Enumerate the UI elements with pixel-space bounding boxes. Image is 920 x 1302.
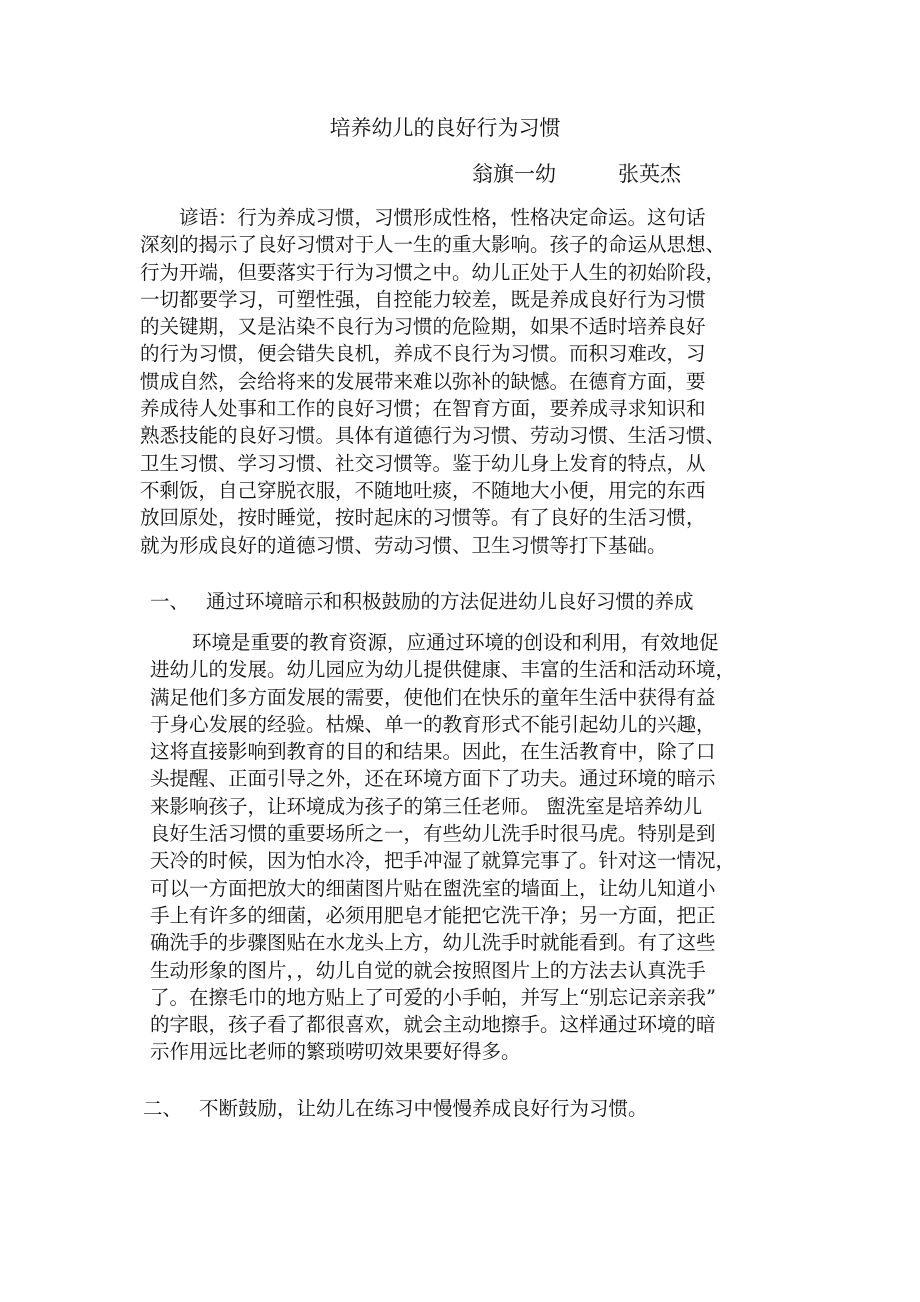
text-line: 养成待人处事和工作的良好习惯；在智育方面，要养成寻求知识和 [140,397,706,421]
text-line: 天冷的时候，因为怕水冷，把手冲湿了就算完事了。针对这一情况， [150,849,736,873]
text-line: 了。在擦毛巾的地方贴上了可爱的小手帕，并写上“别忘记亲亲我” [150,985,716,1009]
section-2-number: 二、 [143,1097,183,1120]
section-2-heading [143,1095,648,1122]
text-line: 进幼儿的发展。幼儿园应为幼儿提供健康、丰富的生活和活动环境， [150,658,736,682]
author-line [472,158,681,190]
text-line: 于身心发展的经验。枯燥、单一的教育形式不能引起幼儿的兴趣， [150,712,716,736]
text-line: 的关键期，又是沾染不良行为习惯的危险期，如果不适时培养良好 [140,315,706,339]
text-line: 满足他们多方面发展的需要，使他们在快乐的童年生活中获得有益 [150,685,716,709]
text-line: 可以一方面把放大的细菌图片贴在盥洗室的墙面上，让幼儿知道小 [150,876,716,900]
text-line: 确洗手的步骤图贴在水龙头上方，幼儿洗手时就能看到。有了这些 [150,931,716,955]
author-org: 翁旗一幼 [472,162,556,186]
author-name: 张英杰 [618,162,681,186]
text-line: 环境是重要的教育资源，应通过环境的创设和利用，有效地促 [192,631,719,654]
text-line: 一切都要学习，可塑性强，自控能力较差，既是养成良好行为习惯 [140,287,706,311]
text-line: 惯成自然，会给将来的发展带来难以弥补的缺憾。在德育方面，要 [140,369,706,393]
text-line: 熟悉技能的良好习惯。具体有道德行为习惯、劳动习惯、生活习惯、 [140,424,726,448]
text-line: 手上有许多的细菌，必须用肥皂才能把它洗干净；另一方面，把正 [150,903,716,927]
section-1-heading-text: 通过环境暗示和积极鼓励的方法促进幼儿良好习惯的养成 [206,590,694,613]
text-line: 放回原处，按时睡觉，按时起床的习惯等。有了良好的生活习惯， [140,506,706,530]
text-line: 头提醒、正面引导之外，还在环境方面下了功夫。通过环境的暗示 [150,767,716,791]
text-line: 的字眼，孩子看了都很喜欢，就会主动地擦手。这样通过环境的暗 [150,1013,716,1037]
text-line: 行为开端，但要落实于行为习惯之中。幼儿正处于人生的初始阶段， [140,260,726,284]
text-line: 不剩饭，自己穿脱衣服，不随地吐痰，不随地大小便，用完的东西 [140,478,706,502]
text-line: 卫生习惯、学习习惯、社交习惯等。鉴于幼儿身上发育的特点，从 [140,451,706,475]
text-line: 生动形象的图片，，幼儿自觉的就会按照图片上的方法去认真洗手 [150,958,706,982]
section-1-number: 一、 [150,590,190,613]
text-line: 的行为习惯，便会错失良机，养成不良行为习惯。而积习难改，习 [140,342,706,366]
intro-paragraph [140,204,800,559]
text-line: 示作用远比老师的繁琐唠叨效果要好得多。 [150,1040,521,1064]
text-line: 深刻的揭示了良好习惯对于人一生的重大影响。孩子的命运从思想、 [140,233,726,257]
text-line: 来影响孩子，让环境成为孩子的第三任老师。 盥洗室是培养幼儿 [150,794,703,818]
text-line: 就为形成良好的道德习惯、劳动习惯、卫生习惯等打下基础。 [140,533,667,557]
text-line: 良好生活习惯的重要场所之一，有些幼儿洗手时很马虎。特别是到 [150,822,716,846]
text-line: 这将直接影响到教育的目的和结果。因此，在生活教育中，除了口 [150,740,716,764]
section-1-heading [150,588,694,615]
text-line: 谚语：行为养成习惯，习惯形成性格，性格决定命运。这句话 [179,206,706,229]
section-2-heading-text: 不断鼓励，让幼儿在练习中慢慢养成良好行为习惯。 [199,1097,648,1120]
section-1-paragraph [150,629,800,1066]
document-title: 培养幼儿的良好行为习惯 [329,116,561,140]
